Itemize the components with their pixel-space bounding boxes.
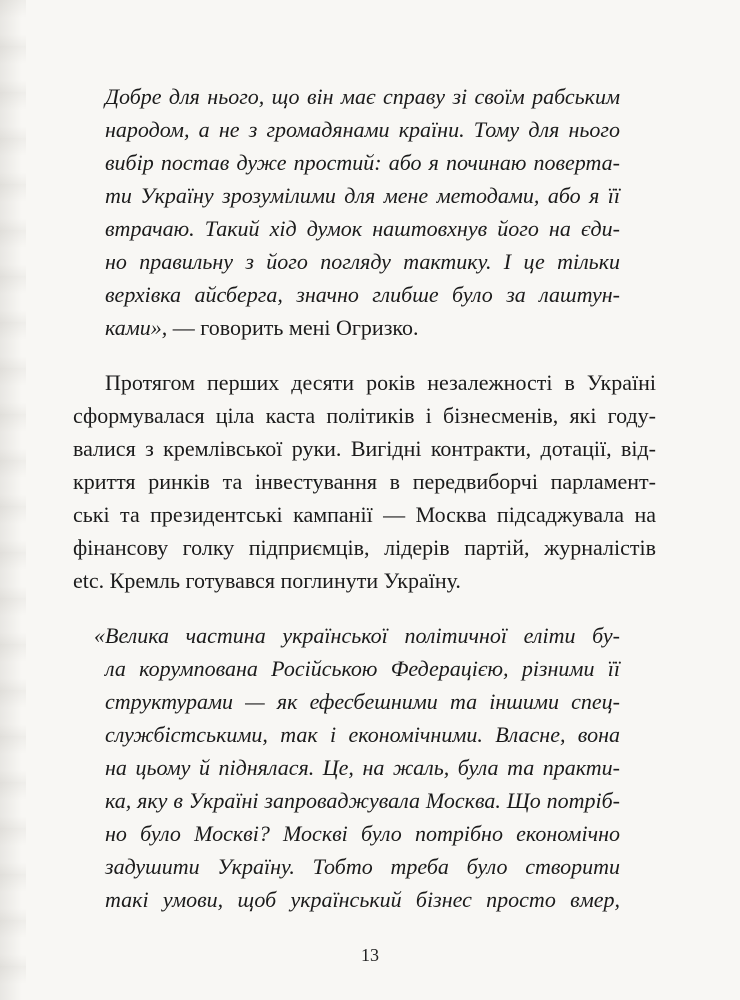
text-line: на цьому й піднялася. Це, на жаль, була та практи-: [105, 755, 620, 780]
text-line: вибір постав дуже простий: або я починаю поверта-: [105, 150, 620, 175]
quote-paragraph-top: [105, 80, 620, 344]
text-line: ка, яку в Україні запроваджувала Москва. Що потріб-: [105, 788, 620, 813]
text-line: etc. Кремль готувався поглинути Україну.: [73, 568, 461, 593]
text-line: верхівка айсберга, значно глибше було за лаштун-: [105, 282, 620, 307]
text-line: структурами — як ефесбешними та іншими спец-: [105, 689, 620, 714]
text-line: службістськими, так і економічними. Власне, вона: [105, 722, 620, 747]
quote-attribution-line: [105, 311, 620, 344]
text-line: Добре для нього, що він має справу зі своїм рабським: [105, 84, 620, 109]
body-paragraph-lines: [73, 366, 656, 597]
text-line: ські та президентські кампанії — Москва підсаджувала на: [73, 502, 656, 527]
body-paragraph: [73, 366, 656, 597]
text-line: Протягом перших десяти років незалежності в Україні: [105, 370, 656, 395]
text-line: валися з кремлівської руки. Вигідні контракти, дотації, від-: [73, 436, 656, 461]
page-number: 13: [361, 945, 379, 965]
quote-paragraph-bottom: [94, 619, 620, 916]
text-line: ти Україну зрозумілими для мене методами, або я її: [105, 183, 620, 208]
text-line: но було Москві? Москві було потрібно економічно: [105, 821, 620, 846]
quote-top-lines: [105, 80, 620, 311]
text-line: «Велика частина української політичної еліти бу-: [94, 623, 620, 648]
text-line: такі умови, щоб український бізнес просто вмер,: [105, 887, 620, 912]
text-line: сформувалася ціла каста політиків і бізнесменів, які году-: [73, 403, 656, 428]
text-line: народом, а не з громадянами країни. Тому для нього: [105, 117, 620, 142]
page-text-block: [73, 80, 656, 916]
quote-closing-text: ками»,: [105, 315, 168, 340]
text-line: криття ринків та інвестування в передвиборчі парламент-: [73, 469, 656, 494]
text-line: но правильну з його погляду тактику. І це тільки: [105, 249, 620, 274]
quote-bottom-lines: [94, 619, 620, 916]
text-line: втрачаю. Такий хід думок наштовхнув його на єди-: [105, 216, 620, 241]
attribution-text: — говорить мені Огризко.: [172, 315, 419, 340]
text-line: ла корумпована Російською Федерацією, різними її: [105, 656, 620, 681]
text-line: фінансову голку підприємців, лідерів партій, журналістів: [73, 535, 656, 560]
page-gutter-shadow: [0, 0, 26, 1000]
text-line: задушити Україну. Тобто треба було створити: [105, 854, 620, 879]
